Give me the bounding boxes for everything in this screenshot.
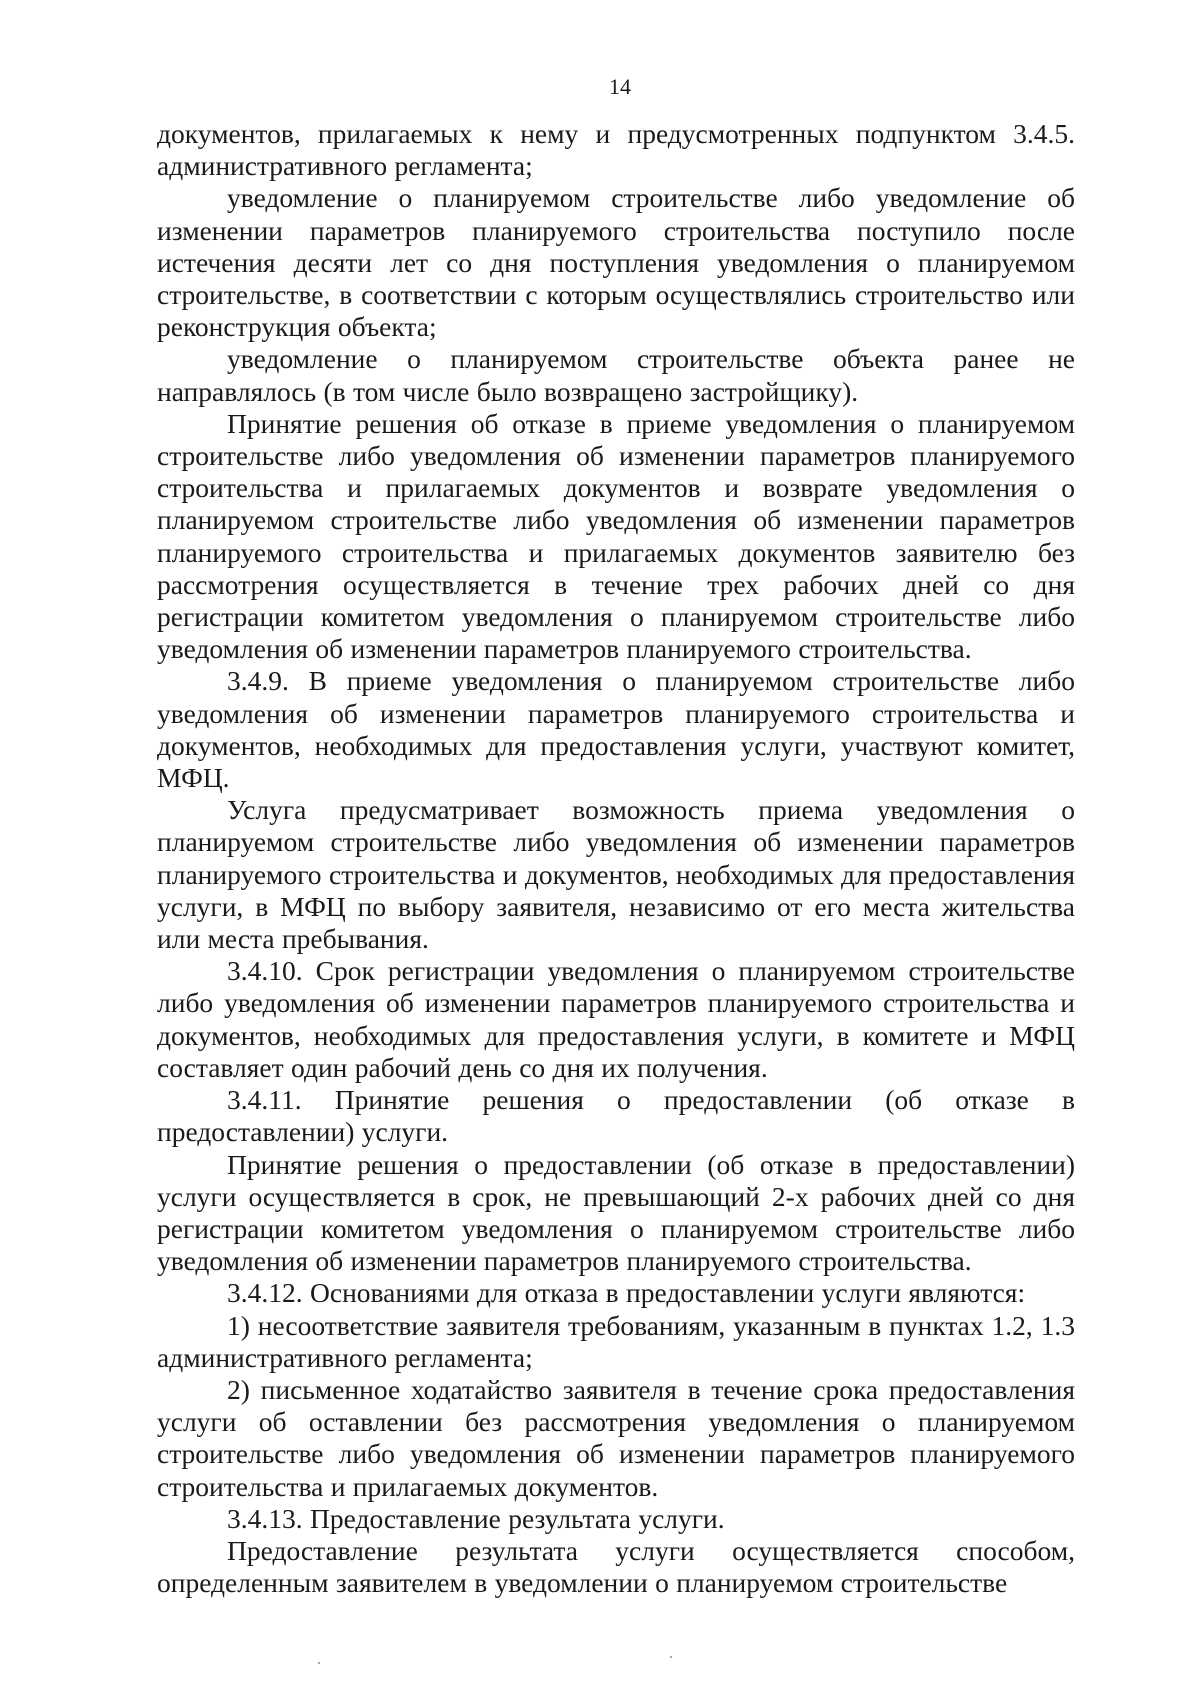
paragraph: 3.4.13. Предоставление результата услуги. (227, 1502, 725, 1534)
paragraph: документов, прилагаемых к нему и предусмотренных подпунктом 3.4.5. административного регламента; (157, 118, 1075, 182)
paragraph: 3.4.11. Принятие решения о предоставлении (об отказе в предоставлении) услуги. (157, 1084, 1075, 1148)
page-number: 14 (609, 74, 631, 99)
paragraph: 2) письменное ходатайство заявителя в течение срока предоставления услуги об оставлении без рассмотрения уведомления о планируемом строительстве либо уведомления об изменении параметров планируемого строительства и прилагаемых документов. (157, 1373, 1075, 1502)
scan-speck (670, 1656, 672, 1658)
paragraph: 3.4.12. Основаниями для отказа в предоставлении услуги являются: (227, 1277, 1026, 1309)
scan-speck (318, 1662, 320, 1664)
paragraph: уведомление о планируемом строительстве объекта ранее не направлялось (в том числе было возвращено застройщику). (157, 343, 1075, 407)
paragraph: уведомление о планируемом строительстве либо уведомление об изменении параметров планируемого строительства поступило после истечения десяти лет со дня поступления уведомления о планируемом строительстве, в соответствии с которым осуществлялись строительство или реконструкция объекта; (157, 182, 1075, 343)
paragraph: Предоставление результата услуги осуществляется способом, определенным заявителем в уведомлении о планируемом строительстве (157, 1534, 1075, 1599)
document-body (157, 118, 1075, 1599)
paragraph: 1) несоответствие заявителя требованиям, указанным в пунктах 1.2, 1.3 административного регламента; (157, 1309, 1075, 1373)
paragraph: Услуга предусматривает возможность приема уведомления о планируемом строительстве либо уведомления об изменении параметров планируемого строительства и документов, необходимых для предоставления услуги, в МФЦ по выбору заявителя, независимо от его места жительства или места пребывания. (157, 794, 1075, 955)
paragraph: 3.4.9. В приеме уведомления о планируемом строительстве либо уведомления об изменении параметров планируемого строительства и документов, необходимых для предоставления услуги, участвуют комитет, МФЦ. (157, 665, 1075, 794)
paragraph: Принятие решения об отказе в приеме уведомления о планируемом строительстве либо уведомления об изменении параметров планируемого строительства и прилагаемых документов и возврате уведомления о планируемом строительстве либо уведомления об изменении параметров планируемого строительства и прилагаемых документов заявителю без рассмотрения осуществляется в течение трех рабочих дней со дня регистрации комитетом уведомления о планируемом строительстве либо уведомления об изменении параметров планируемого строительства. (157, 407, 1075, 665)
paragraph: 3.4.10. Срок регистрации уведомления о планируемом строительстве либо уведомления об изменении параметров планируемого строительства и документов, необходимых для предоставления услуги, в комитете и МФЦ составляет один рабочий день со дня их получения. (157, 955, 1075, 1083)
paragraph: Принятие решения о предоставлении (об отказе в предоставлении) услуги осуществляется в срок, не превышающий 2-х рабочих дней со дня регистрации комитетом уведомления о планируемом строительстве либо уведомления об изменении параметров планируемого строительства. (157, 1148, 1075, 1277)
